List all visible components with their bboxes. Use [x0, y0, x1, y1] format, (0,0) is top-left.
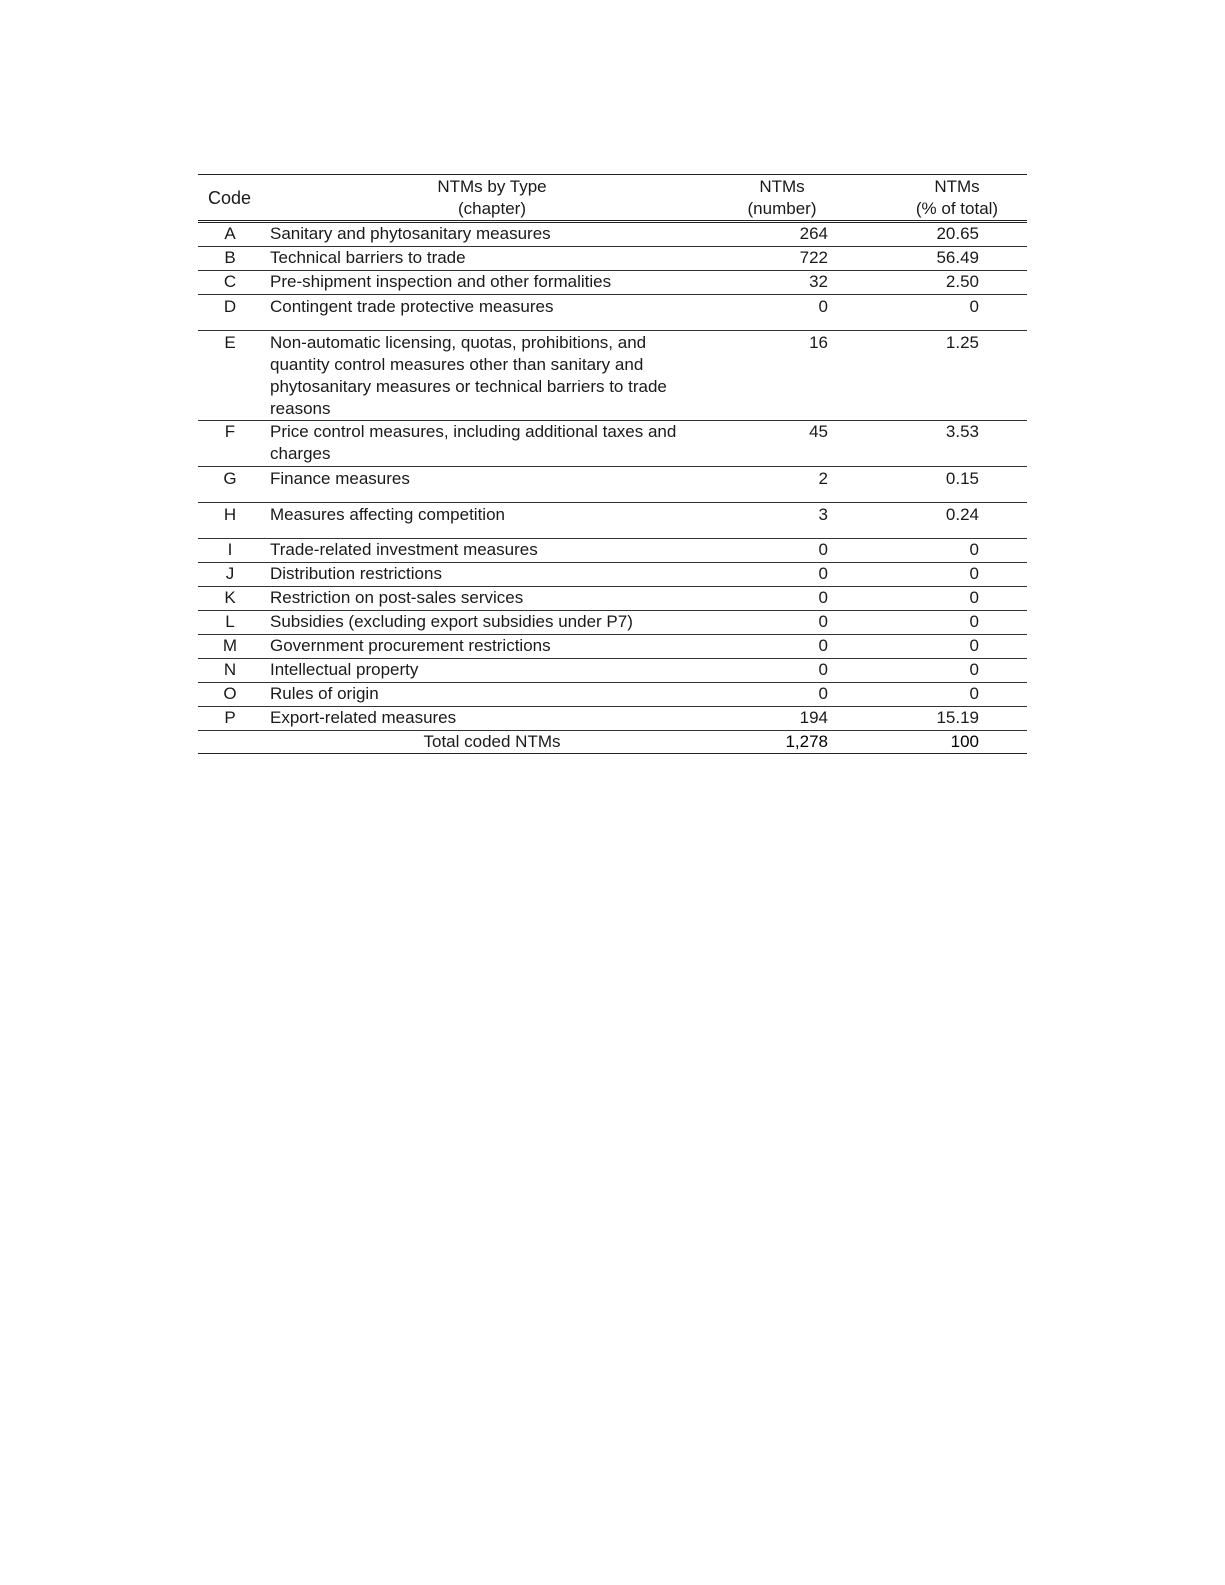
- table-row: [198, 271, 1027, 295]
- row-code: E: [198, 331, 262, 421]
- row-code: A: [198, 222, 262, 247]
- row-percent: 2.50: [862, 271, 1027, 295]
- table-row: [198, 503, 1027, 539]
- table-row: [198, 587, 1027, 611]
- row-code: C: [198, 271, 262, 295]
- ntm-table-container: [198, 174, 1027, 754]
- row-number: 0: [722, 295, 862, 331]
- row-description: Non-automatic licensing, quotas, prohibitions, and quantity control measures other than sanitary and phytosanitary measures or technical barriers to trade reasons: [262, 331, 722, 421]
- header-type-subtitle: (chapter): [457, 199, 527, 218]
- header-type-title: NTMs by Type: [437, 177, 547, 196]
- header-number-title: NTMs: [759, 177, 805, 196]
- row-description: Sanitary and phytosanitary measures: [262, 222, 722, 247]
- header-type: [262, 175, 722, 222]
- row-percent: 0: [862, 659, 1027, 683]
- row-description: Subsidies (excluding export subsidies under P7): [262, 611, 722, 635]
- row-number: 32: [722, 271, 862, 295]
- total-code-blank: [198, 731, 262, 754]
- table-row: [198, 683, 1027, 707]
- row-description: Distribution restrictions: [262, 563, 722, 587]
- table-row: [198, 659, 1027, 683]
- row-number: 0: [722, 539, 862, 563]
- row-code: G: [198, 467, 262, 503]
- row-code: M: [198, 635, 262, 659]
- row-code: K: [198, 587, 262, 611]
- row-number: 722: [722, 247, 862, 271]
- table-row: [198, 611, 1027, 635]
- row-percent: 0: [862, 587, 1027, 611]
- table-row: [198, 295, 1027, 331]
- row-percent: 0: [862, 683, 1027, 707]
- table-body: [198, 222, 1027, 754]
- row-description: Pre-shipment inspection and other formalities: [262, 271, 722, 295]
- table-row: [198, 563, 1027, 587]
- table-row: [198, 539, 1027, 563]
- row-description: Trade-related investment measures: [262, 539, 722, 563]
- row-percent: 0: [862, 295, 1027, 331]
- row-code: L: [198, 611, 262, 635]
- row-number: 264: [722, 222, 862, 247]
- total-label: Total coded NTMs: [262, 731, 722, 754]
- row-number: 0: [722, 635, 862, 659]
- row-number: 45: [722, 421, 862, 467]
- table-row: [198, 635, 1027, 659]
- row-code: O: [198, 683, 262, 707]
- header-number-subtitle: (number): [747, 199, 817, 218]
- row-code: N: [198, 659, 262, 683]
- row-percent: 56.49: [862, 247, 1027, 271]
- table-row: [198, 222, 1027, 247]
- header-number: [722, 175, 862, 222]
- row-code: J: [198, 563, 262, 587]
- row-percent: 1.25: [862, 331, 1027, 421]
- row-code: I: [198, 539, 262, 563]
- header-percent-title: NTMs: [934, 177, 980, 196]
- row-percent: 0: [862, 611, 1027, 635]
- row-number: 16: [722, 331, 862, 421]
- row-number: 0: [722, 683, 862, 707]
- header-code: Code: [198, 175, 262, 222]
- row-percent: 0: [862, 635, 1027, 659]
- row-description: Price control measures, including additional taxes and charges: [262, 421, 722, 467]
- row-percent: 0.15: [862, 467, 1027, 503]
- row-number: 0: [722, 611, 862, 635]
- row-number: 3: [722, 503, 862, 539]
- table-row: [198, 467, 1027, 503]
- row-description: Restriction on post-sales services: [262, 587, 722, 611]
- row-code: F: [198, 421, 262, 467]
- row-description: Measures affecting competition: [262, 503, 722, 539]
- header-percent-subtitle: (% of total): [915, 199, 999, 218]
- row-description: Rules of origin: [262, 683, 722, 707]
- row-percent: 0: [862, 539, 1027, 563]
- row-code: H: [198, 503, 262, 539]
- row-description: Intellectual property: [262, 659, 722, 683]
- row-description: Technical barriers to trade: [262, 247, 722, 271]
- table-row: [198, 707, 1027, 731]
- row-number: 194: [722, 707, 862, 731]
- row-number: 2: [722, 467, 862, 503]
- row-number: 0: [722, 659, 862, 683]
- row-number: 0: [722, 587, 862, 611]
- row-description: Finance measures: [262, 467, 722, 503]
- ntm-table: [198, 174, 1027, 754]
- header-row: [198, 175, 1027, 222]
- table-row: [198, 331, 1027, 421]
- row-description: Export-related measures: [262, 707, 722, 731]
- row-description: Government procurement restrictions: [262, 635, 722, 659]
- row-percent: 20.65: [862, 222, 1027, 247]
- row-percent: 3.53: [862, 421, 1027, 467]
- table-row: [198, 247, 1027, 271]
- row-code: B: [198, 247, 262, 271]
- row-number: 0: [722, 563, 862, 587]
- row-code: P: [198, 707, 262, 731]
- row-description: Contingent trade protective measures: [262, 295, 722, 331]
- header-percent: [862, 175, 1027, 222]
- row-percent: 15.19: [862, 707, 1027, 731]
- total-row: [198, 731, 1027, 754]
- row-code: D: [198, 295, 262, 331]
- total-percent: 100: [862, 731, 1027, 754]
- table-header: [198, 175, 1027, 222]
- row-percent: 0: [862, 563, 1027, 587]
- total-number: 1,278: [722, 731, 862, 754]
- row-percent: 0.24: [862, 503, 1027, 539]
- table-row: [198, 421, 1027, 467]
